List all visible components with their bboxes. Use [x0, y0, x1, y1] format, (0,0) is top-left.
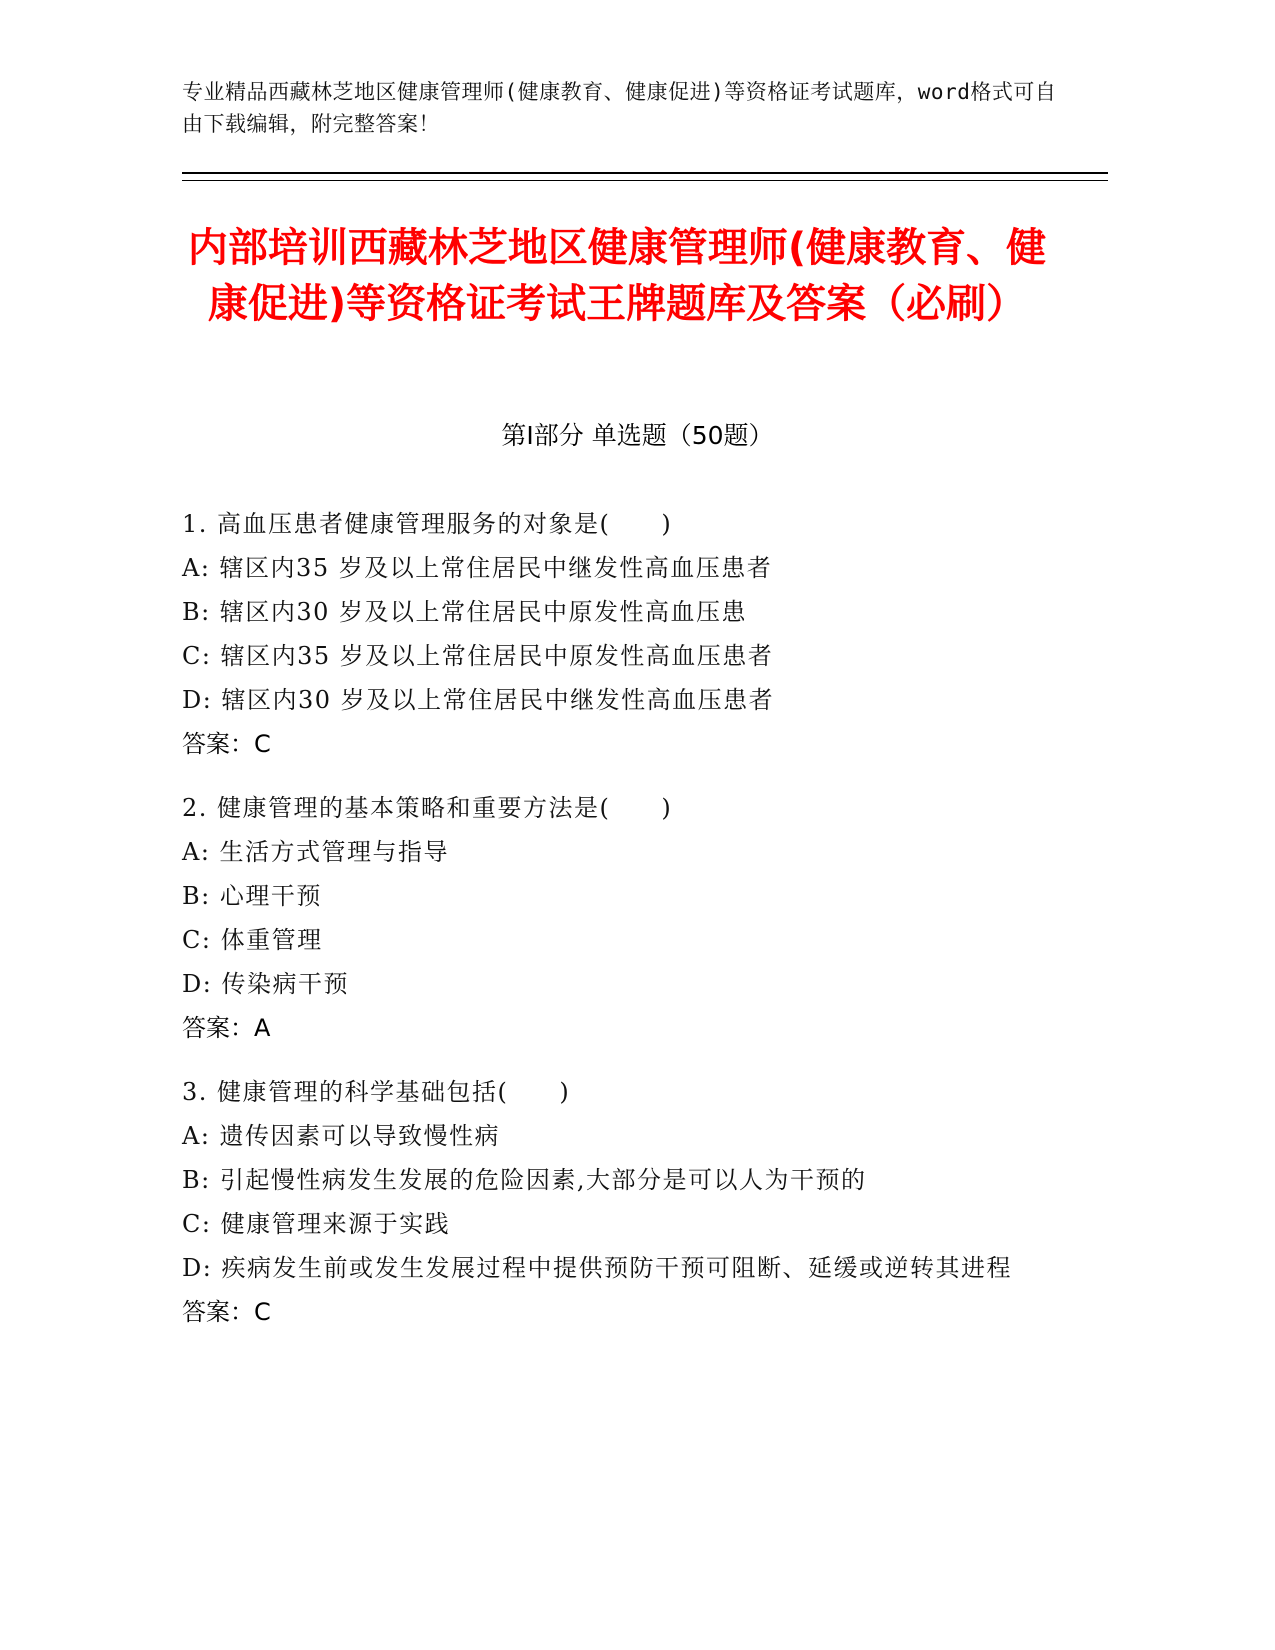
answer: 答案：A — [182, 1014, 271, 1042]
option-a: A: 辖区内35 岁及以上常住居民中继发性高血压患者 — [182, 554, 773, 582]
option-d: D: 辖区内30 岁及以上常住居民中继发性高血压患者 — [182, 686, 775, 714]
header-note: 专业精品西藏林芝地区健康管理师(健康教育、健康促进)等资格证考试题库，word格式可自由下载编辑，附完整答案！ — [182, 80, 1057, 136]
option-a: A: 生活方式管理与指导 — [182, 838, 450, 866]
option-c: C: 辖区内35 岁及以上常住居民中原发性高血压患者 — [182, 642, 774, 670]
option-c: C: 健康管理来源于实践 — [182, 1210, 451, 1238]
question-2 — [182, 786, 1042, 1050]
question-stem: 1. 高血压患者健康管理服务的对象是( ) — [182, 510, 673, 538]
option-b: B: 辖区内30 岁及以上常住居民中原发性高血压患 — [182, 598, 748, 626]
option-b: B: 引起慢性病发生发展的危险因素,大部分是可以人为干预的 — [182, 1166, 867, 1194]
answer: 答案：C — [182, 1298, 271, 1326]
option-d: D: 传染病干预 — [182, 970, 349, 998]
question-stem: 3. 健康管理的科学基础包括( ) — [182, 1078, 571, 1106]
option-a: A: 遗传因素可以导致慢性病 — [182, 1122, 501, 1150]
question-stem: 2. 健康管理的基本策略和重要方法是( ) — [182, 794, 673, 822]
document-title: 内部培训西藏林芝地区健康管理师(健康教育、健康促进)等资格证考试王牌题库及答案（必刷） — [187, 225, 1047, 327]
section-title: 第Ⅰ部分 单选题（50题） — [501, 421, 774, 450]
question-1 — [182, 502, 1042, 766]
header-rule-thin — [182, 180, 1108, 181]
header-rule-thick — [182, 172, 1108, 174]
option-d: D: 疾病发生前或发生发展过程中提供预防干预可阻断、延缓或逆转其进程 — [182, 1254, 1012, 1282]
question-list — [182, 502, 1042, 1354]
question-3 — [182, 1070, 1042, 1334]
option-b: B: 心理干预 — [182, 882, 322, 910]
answer: 答案：C — [182, 730, 271, 758]
option-c: C: 体重管理 — [182, 926, 323, 954]
